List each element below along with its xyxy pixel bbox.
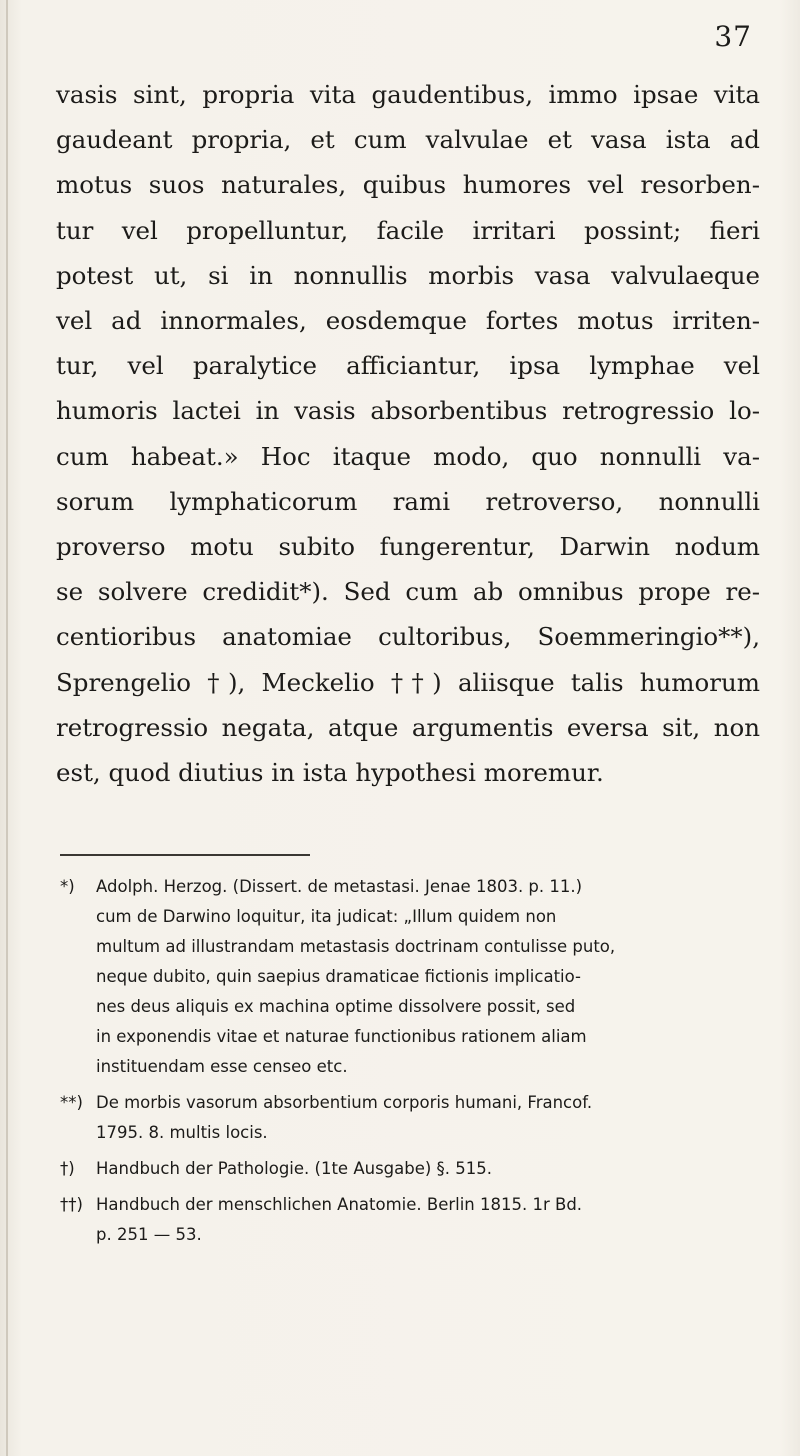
- footnote-line: p. 251 — 53.: [96, 1225, 202, 1244]
- footnote-marker: ††): [60, 1195, 83, 1214]
- footnotes: [60, 872, 760, 1256]
- footnote-marker: †): [60, 1159, 75, 1178]
- text-line: gaudeant propria, et cum valvulae et vasa ista ad: [56, 125, 760, 155]
- text-line: se solvere credidit*). Sed cum ab omnibus prope re-: [56, 577, 760, 607]
- text-line: motus suos naturales, quibus humores vel resorben-: [56, 170, 760, 200]
- main-text: [56, 72, 760, 795]
- footnote-line: Handbuch der menschlichen Anatomie. Berlin 1815. 1r Bd.: [96, 1195, 583, 1214]
- text-line: cum habeat.» Hoc itaque modo, quo nonnulli va-: [56, 441, 760, 471]
- text-line: tur, vel paralytice afficiantur, ipsa lymphae vel: [56, 351, 760, 381]
- footnote-2: [60, 1088, 760, 1148]
- footnote-4: [60, 1190, 760, 1250]
- text-line: sorum lymphaticorum rami retroverso, nonnulli: [56, 486, 760, 516]
- footnote-line: multum ad illustrandam metastasis doctrinam contulisse puto,: [96, 937, 616, 956]
- footnote-line: cum de Darwino loquitur, ita judicat: „Illum quidem non: [96, 907, 557, 926]
- footnote-line: neque dubito, quin saepius dramaticae fictionis implicatio-: [96, 967, 581, 986]
- footnote-line: instituendam esse censeo etc.: [96, 1057, 348, 1076]
- footnote-3: [60, 1154, 760, 1184]
- footnote-marker: **): [60, 1093, 83, 1112]
- text-line: Sprengelio †), Meckelio ††) aliisque talis humorum: [56, 667, 760, 697]
- text-line: potest ut, si in nonnullis morbis vasa valvulaeque: [56, 260, 760, 290]
- text-line: vel ad innormales, eosdemque fortes motus irriten-: [56, 306, 760, 336]
- text-line: est, quod diutius in ista hypothesi moremur.: [56, 758, 604, 788]
- text-line: tur vel propelluntur, facile irritari possint; fieri: [56, 215, 760, 245]
- binding-gutter: [6, 0, 8, 1456]
- text-line: vasis sint, propria vita gaudentibus, immo ipsae vita: [56, 80, 760, 109]
- text-line: centioribus anatomiae cultoribus, Soemmeringio**),: [56, 622, 760, 652]
- footnote-1: [60, 872, 760, 1082]
- text-line: humoris lactei in vasis absorbentibus retrogressio lo-: [56, 396, 760, 426]
- footnote-line: Adolph. Herzog. (Dissert. de metastasi. Jenae 1803. p. 11.): [96, 877, 583, 896]
- footnote-line: Handbuch der Pathologie. (1te Ausgabe) §. 515.: [96, 1159, 493, 1178]
- page-number: 37: [714, 20, 752, 53]
- text-line: proverso motu subito fungerentur, Darwin nodum: [56, 532, 760, 562]
- footnote-marker: *): [60, 877, 75, 896]
- footnote-separator: [60, 854, 310, 856]
- footnote-line: nes deus aliquis ex machina optime dissolvere possit, sed: [96, 997, 576, 1016]
- footnote-line: De morbis vasorum absorbentium corporis humani, Francof.: [96, 1093, 593, 1112]
- footnote-line: in exponendis vitae et naturae functionibus rationem aliam: [96, 1027, 587, 1046]
- text-line: retrogressio negata, atque argumentis eversa sit, non: [56, 712, 760, 742]
- footnote-line: 1795. 8. multis locis.: [96, 1123, 268, 1142]
